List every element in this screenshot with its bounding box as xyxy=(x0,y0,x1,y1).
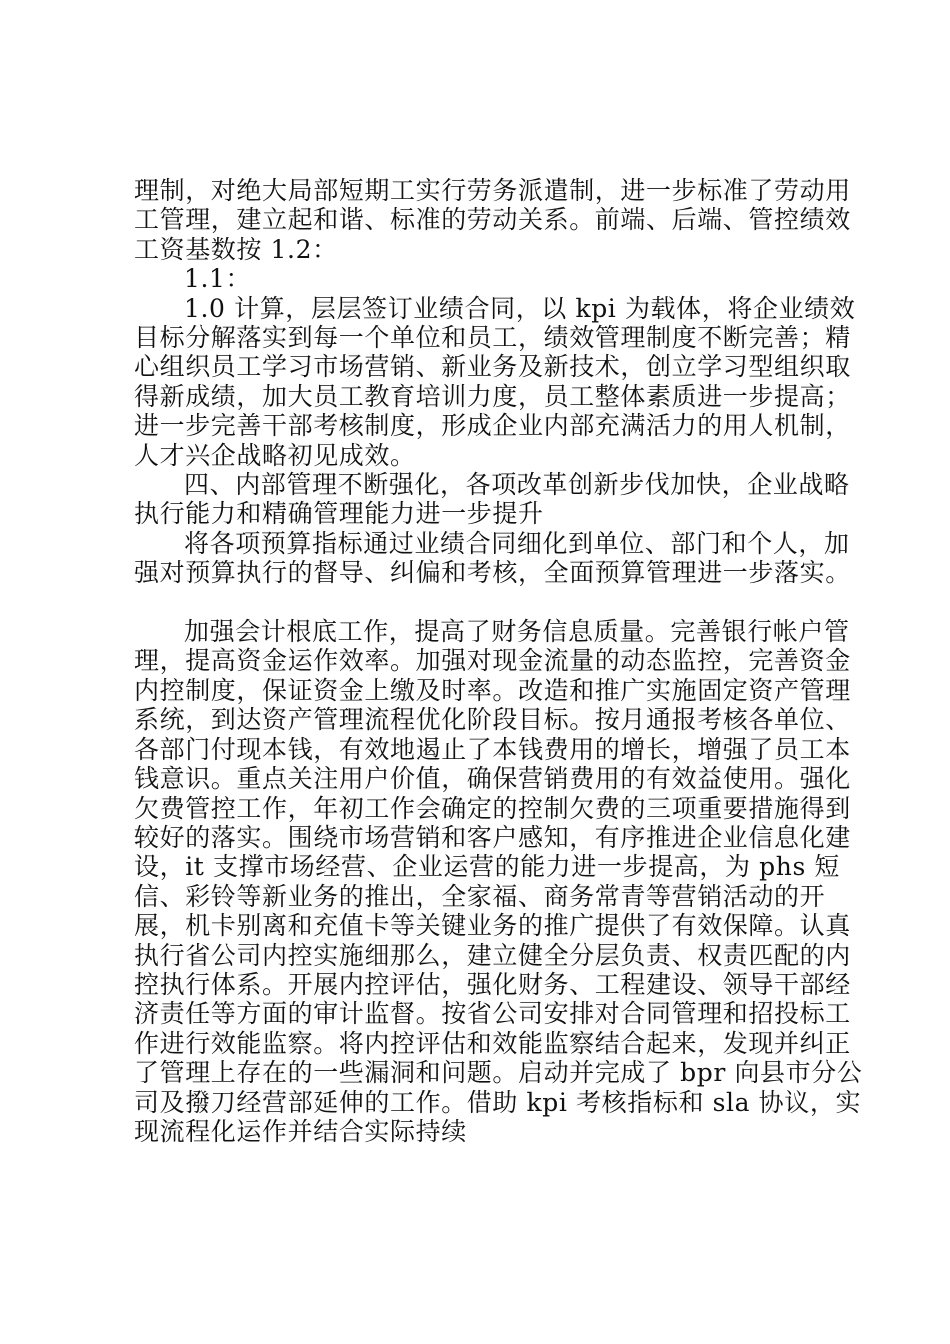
paragraph-1: 理制，对绝大局部短期工实行劳务派遣制，进一步标准了劳动用工管理，建立起和谐、标准的劳动关系。前端、后端、管控绩效工资基数按 1.2： xyxy=(134,176,851,264)
paragraph-6: 加强会计根底工作，提高了财务信息质量。完善银行帐户管理，提高资金运作效率。加强对现金流量的动态监控，完善资金内控制度，保证资金上缴及时率。改造和推广实施固定资产管理系统，到达资产管理流程优化阶段目标。按月通报考核各单位、各部门付现本钱，有效地遏止了本钱费用的增长，增强了员工本钱意识。重点关注用户价值，确保营销费用的有效益使用。强化欠费管控工作，年初工作会确定的控制欠费的三项重要措施得到较好的落实。围绕市场营销和客户感知，有序推进企业信息化建设，it 支撑市场经营、企业运营的能力进一步提高，为 phs 短信、彩铃等新业务的推出，全家福、商务常青等营销活动的开展，机卡别离和充值卡等关键业务的推广提供了有效保障。认真执行省公司内控实施细那么，建立健全分层负责、权责匹配的内控执行体系。开展内控评估，强化财务、工程建设、领导干部经济责任等方面的审计监督。按省公司安排对合同管理和招投标工作进行效能监察。将内控评估和效能监察结合起来，发现并纠正了管理上存在的一些漏洞和问题。启动并完成了 bpr 向县市分公司及撥刀经营部延伸的工作。借助 kpi 考核指标和 sla 协议，实现流程化运作并结合实际持续 xyxy=(134,617,863,1146)
paragraph-3: 1.0 计算，层层签订业绩合同，以 kpi 为载体，将企业绩效目标分解落实到每一个单位和员工，绩效管理制度不断完善；精心组织员工学习市场营销、新业务及新技术，创立学习型组织取得新成绩，加大员工教育培训力度，员工整体素质进一步提高；进一步完善干部考核制度，形成企业内部充满活力的用人机制，人才兴企战略初见成效。 xyxy=(134,293,856,470)
document-body xyxy=(134,176,864,1146)
paragraph-5: 将各项预算指标通过业绩合同细化到单位、部门和个人，加强对预算执行的督导、纠偏和考核，全面预算管理进一步落实。 xyxy=(134,528,851,588)
paragraph-spacer xyxy=(134,588,864,617)
paragraph-2: 1.1： xyxy=(184,264,252,294)
paragraph-4-heading: 四、内部管理不断强化，各项改革创新步伐加快，企业战略执行能力和精确管理能力进一步提升 xyxy=(134,470,850,529)
